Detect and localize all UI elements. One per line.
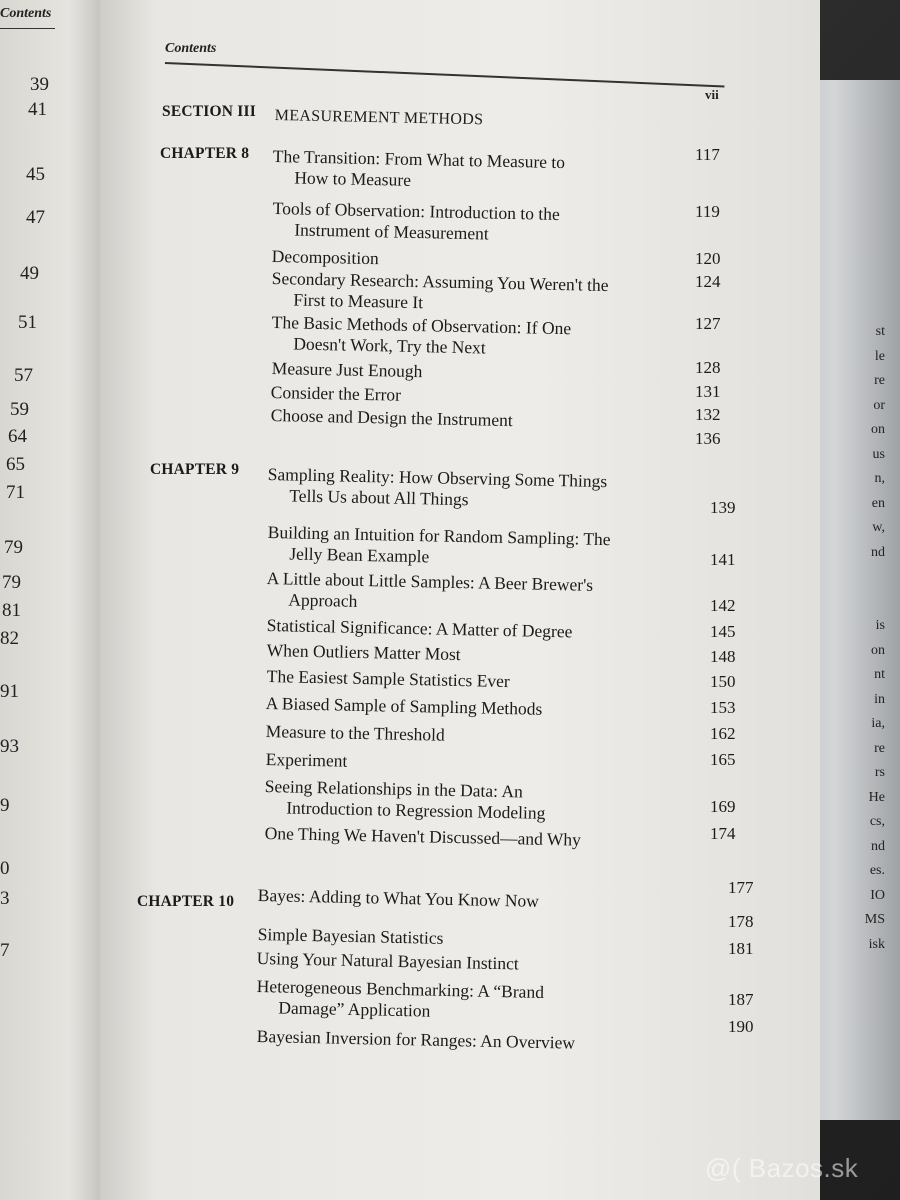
toc-entry[interactable]: [264, 776, 546, 824]
left-page-number: 82: [0, 628, 19, 649]
underlying-page-fragment: es.: [869, 863, 885, 878]
underlying-page-fragment: IO: [870, 887, 885, 903]
toc-page-number: 177: [728, 878, 754, 897]
left-page-number: 64: [8, 426, 27, 447]
toc-entry[interactable]: [271, 268, 609, 317]
toc-entry[interactable]: [270, 405, 512, 431]
toc-entry[interactable]: [272, 146, 565, 194]
toc-entry-title: Decomposition: [271, 246, 380, 269]
underlying-page-fragment: MS: [864, 912, 885, 927]
toc-page-number: 148: [710, 647, 736, 666]
toc-entry-continuation: Instrument of Measurement: [293, 219, 489, 244]
underlying-page-fragment: st: [875, 324, 885, 339]
toc-entry[interactable]: [256, 1026, 575, 1054]
left-page-number: 47: [26, 207, 45, 228]
toc-entry[interactable]: [271, 358, 422, 382]
toc-entry[interactable]: [257, 948, 519, 974]
toc-page-number: 120: [695, 249, 721, 268]
toc-entry[interactable]: [272, 246, 379, 269]
left-page-number: 9: [0, 795, 10, 816]
underlying-page-fragment: He: [868, 789, 885, 805]
section-label: SECTION III: [162, 103, 256, 120]
toc-page-number: 139: [710, 498, 736, 517]
header-rule: [165, 62, 725, 87]
underlying-page-fragment: is: [875, 618, 885, 633]
toc-page-number: 119: [695, 202, 720, 221]
toc-page-number: 187: [728, 990, 754, 1009]
section-title: MEASUREMENT METHODS: [274, 106, 484, 129]
underlying-page-fragment: nd: [871, 838, 885, 854]
left-page-number: 71: [6, 482, 25, 503]
underlying-page-fragment: re: [874, 740, 885, 756]
toc-page-number: 162: [710, 724, 736, 743]
toc-entry-title: Heterogeneous Benchmarking: A “Brand: [256, 976, 545, 1003]
toc-page-number: 174: [710, 824, 736, 843]
toc-entry[interactable]: [271, 312, 571, 360]
toc-page-number: 117: [695, 145, 720, 164]
left-page-number: 45: [26, 164, 45, 185]
toc-entry[interactable]: [256, 976, 544, 1024]
left-page-number: 0: [0, 858, 10, 879]
toc-page-number: 190: [728, 1017, 754, 1036]
underlying-page-fragment: on: [871, 642, 885, 658]
toc-entry-continuation: Tells Us about All Things: [289, 485, 469, 510]
toc-entry-continuation: Damage” Application: [278, 997, 431, 1021]
toc-page-number: 124: [695, 272, 721, 291]
toc-page-number: 127: [695, 314, 721, 333]
underlying-page-fragment: nd: [871, 544, 885, 560]
left-page-number: 3: [0, 888, 10, 909]
underlying-page-fragment: n,: [874, 471, 885, 486]
toc-page-number: 131: [695, 382, 721, 401]
toc-entry[interactable]: [265, 721, 444, 746]
left-page-number: 81: [2, 600, 21, 621]
left-page-number: 41: [28, 99, 47, 120]
toc-entry[interactable]: [257, 924, 443, 949]
left-page-number: 59: [10, 399, 29, 420]
toc-entry-title: Using Your Natural Bayesian Instinct: [256, 948, 520, 974]
underlying-page-fragment: in: [874, 691, 885, 707]
toc-entry-title: Bayes: Adding to What You Know Now: [257, 885, 540, 911]
toc-entry[interactable]: [271, 382, 402, 406]
toc-entry[interactable]: [266, 666, 509, 692]
left-page-number: 57: [14, 365, 33, 386]
toc-entry[interactable]: [267, 464, 607, 513]
left-page-number: 39: [30, 74, 49, 95]
chapter-label: CHAPTER 9: [150, 461, 240, 478]
toc-page-number: 142: [710, 596, 736, 615]
toc-entry-title: When Outliers Matter Most: [266, 640, 461, 665]
toc-entry[interactable]: [272, 198, 560, 246]
toc-entry-title: Statistical Significance: A Matter of Degree: [266, 615, 573, 642]
toc-entry-continuation: How to Measure: [294, 167, 412, 190]
toc-entry-title: Consider the Error: [270, 382, 402, 405]
toc-entry-continuation: First to Measure It: [293, 289, 424, 313]
toc-entry-title: Seeing Relationships in the Data: An: [264, 776, 524, 802]
underlying-page-fragment: ia,: [871, 716, 885, 731]
toc-page-number: 153: [710, 698, 736, 717]
left-page-number: 51: [18, 312, 37, 333]
left-page-header: Contents: [0, 6, 52, 21]
underlying-page-fragment: le: [874, 348, 885, 364]
toc-entry-title: Choose and Design the Instrument: [270, 405, 513, 431]
toc-entry-title: Tools of Observation: Introduction to the: [272, 198, 560, 225]
page-number: vii: [705, 87, 719, 102]
toc-entry-continuation: Approach: [288, 589, 358, 611]
toc-entry-title: Secondary Research: Assuming You Weren't the: [271, 268, 609, 296]
toc-entry-title: Bayesian Inversion for Ranges: An Overview: [256, 1026, 576, 1053]
toc-entry-title: A Little about Little Samples: A Beer Brewer's: [266, 568, 594, 595]
left-page-number: 93: [0, 736, 19, 757]
toc-page-number: 136: [695, 429, 721, 448]
toc-entry[interactable]: [266, 693, 543, 720]
underlying-page-fragment: nt: [874, 667, 885, 682]
toc-entry-title: A Biased Sample of Sampling Methods: [265, 693, 543, 719]
toc-entry-title: Measure Just Enough: [271, 358, 423, 382]
underlying-page-fragment: en: [871, 495, 885, 511]
underlying-page-fragment: us: [872, 446, 885, 462]
underlying-page-fragment: or: [873, 397, 885, 413]
underlying-page-fragment: re: [874, 373, 885, 388]
toc-page-number: 150: [710, 672, 736, 691]
toc-entry-title: Measure to the Threshold: [265, 721, 445, 745]
left-page-number: 49: [20, 263, 39, 284]
watermark: @( Bazos.sk: [705, 1153, 859, 1183]
toc-page-number: 141: [710, 550, 736, 569]
toc-entry-continuation: Introduction to Regression Modeling: [286, 797, 546, 823]
toc-page-number: 145: [710, 622, 736, 641]
underlying-page-fragment: rs: [874, 765, 885, 780]
left-page-number: 79: [2, 572, 21, 593]
toc-entry-continuation: Jelly Bean Example: [288, 543, 430, 567]
underlying-page-fragment: on: [871, 422, 885, 437]
toc-entry-continuation: Doesn't Work, Try the Next: [292, 333, 486, 358]
toc-entry-title: Building an Intuition for Random Sampling: The: [267, 522, 611, 550]
toc-page-number: 132: [695, 405, 721, 424]
toc-entry[interactable]: [267, 568, 594, 617]
toc-entry-title: Sampling Reality: How Observing Some Things: [267, 464, 608, 492]
toc-page-number: 181: [728, 939, 754, 958]
underlying-page-fragment: cs,: [869, 814, 885, 829]
left-page-number: 91: [0, 681, 19, 702]
toc-page-number: 128: [695, 358, 721, 377]
underlying-page-fragment: w,: [872, 520, 885, 535]
toc-entry[interactable]: [267, 615, 573, 642]
toc-entry-title: One Thing We Haven't Discussed—and Why: [264, 823, 582, 850]
chapter-label: CHAPTER 8: [160, 145, 250, 162]
toc-entry[interactable]: [267, 522, 611, 571]
toc-entry[interactable]: [258, 885, 540, 912]
toc-page-number: 169: [710, 797, 736, 816]
toc-entry-title: The Transition: From What to Measure to: [272, 146, 566, 173]
toc-entry-title: The Easiest Sample Statistics Ever: [266, 666, 510, 692]
toc-page-number: 178: [728, 912, 754, 931]
left-page-number: 7: [0, 940, 10, 961]
underlying-page-fragment: isk: [868, 936, 885, 952]
toc-entry[interactable]: [265, 749, 347, 772]
left-page-number: 79: [4, 537, 23, 558]
toc-entry[interactable]: [265, 823, 582, 851]
toc-entry-title: The Basic Methods of Observation: If One: [271, 312, 572, 339]
toc-page-number: 165: [710, 750, 736, 769]
toc-entry-title: Experiment: [265, 749, 348, 771]
toc-entry[interactable]: [266, 640, 460, 665]
left-page-number: 65: [6, 454, 25, 475]
running-head: Contents: [165, 41, 217, 56]
chapter-label: CHAPTER 10: [137, 893, 235, 910]
toc-entry-title: Simple Bayesian Statistics: [257, 924, 444, 948]
